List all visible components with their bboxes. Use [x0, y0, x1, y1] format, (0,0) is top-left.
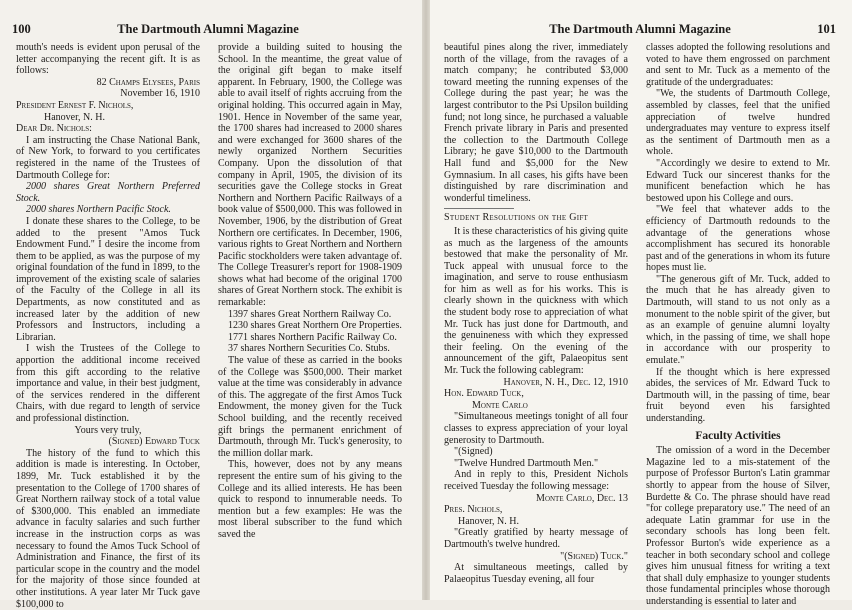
running-title: The Dartmouth Alumni Magazine	[117, 22, 299, 36]
paragraph: I donate these shares to the College, to be added to the present "Amos Tuck Endowment Fund." I desire the income from them to be applied, as was the purpose of my original foundation of the fund in 1899, to the improvement of the existing scale of salaries of the Faculty of the College in all its Departments, as now constituted and as increased later by the addition of new Professors and Instructors, including a Librarian.	[16, 215, 200, 343]
letter-address: 82 Champs Elysees, Paris	[96, 76, 200, 88]
paragraph: At simultaneous meetings, called by Palaeopitus Tuesday evening, all four	[444, 562, 628, 585]
left-column-2	[218, 42, 402, 594]
paragraph: beautiful pines along the river, immediately north of the village, from the ravages of a match company; he contributed $3,000 toward meeting the running expenses of the College during the past year; he was the largest contributor to the Psi Upsilon building fund; not long since, he purchased a valuable French private library in Paris and presented the collection to the Dartmouth College Library; he gave $10,000 to the Dartmouth Hall fund and $5,000 for the New Gymnasium. In all cases, his gifts have been distinguished by rare discrimination and wonderful timeliness.	[444, 42, 628, 204]
paragraph: provide a building suited to housing the School. In the meantime, the great value of the original gift began to make itself apparent. In February, 1900, the College was able to avail itself of rights accruing from the original holding. This occurred again in May, 1901. Hence in November of the same year, the 1700 shares had increased to 2000 shares and were exchanged for 3600 shares of the newly organized Northern Securities Company. Upon the dissolution of that company in April, 1905, the division of its securities gave the College stocks in Great Northern and Northern Pacific Railways of a book value of $500,000. This was followed in November, 1906, by the distribution of Great Northern ore certificates. In December, 1906, various rights to Great Northern and Northern Pacific stockholders were taken advantage of. The College Treasurer's report for 1908-1909 shows what had become of the original 1700 shares of Great Northern stock. The exhibit is remarkable:	[218, 42, 402, 309]
left-page-header	[12, 22, 404, 38]
letter-salutation: Dear Dr. Nichols:	[16, 123, 92, 135]
right-column-1	[444, 42, 628, 594]
left-column-1	[16, 42, 200, 610]
stock-list-item: 1230 shares Great Northern Ore Properties.	[228, 320, 402, 332]
stock-list-item: 1397 shares Great Northern Railway Co.	[228, 308, 392, 320]
paragraph: classes adopted the following resolutions and voted to have them engrossed on parchment and sent to Mr. Tuck as a memento of the gratitude of the undergraduates:	[646, 42, 830, 88]
paragraph: The history of the fund to which this addition is made is interesting. In October, 1899, Mr. Tuck established it by the presentation to the College of 1700 shares of Great Northern railway stock of a total value of $300,000. This enabled an immediate advance in faculty salaries and such further increase in the instruction corps as was necessary to found the Amos Tuck School of Administration and Finance, the first of its particular scope in the country and the model for the majority of those since founded at other institutions. A year later Mr Tuck gave $100,000 to	[16, 447, 200, 610]
paragraph: And in reply to this, President Nichols received Tuesday the following message:	[444, 469, 628, 492]
cable-recipient: Hon. Edward Tuck,	[444, 388, 524, 400]
cable-signed: "(Signed)	[454, 446, 493, 458]
reply-signature: "(Signed) Tuck."	[560, 550, 628, 562]
right-column-2	[646, 42, 830, 607]
stock-item: 2000 shares Great Northern Preferred Stock.	[16, 181, 200, 204]
section-heading-faculty-activities: Faculty Activities	[695, 429, 781, 442]
paragraph: It is these characteristics of his giving quite as much as the largeness of the amounts bestowed that make the personality of Mr. Tuck appeal with unusual force to the imagination, and serve to rouse enthusiasm for him as well as for his works. This is clearly shown in the quickness with which the student body rose to appreciation of what Mr. Tuck has just done for Dartmouth, and the genuineness with which they expressed their feeling. On the evening of the announcement of the gift, Palaeopitus sent Mr. Tuck the following cablegram:	[444, 225, 628, 377]
cable-dateline: Hanover, N. H., Dec. 12, 1910	[503, 376, 628, 388]
letter-recipient-place: Hanover, N. H.	[44, 111, 105, 123]
paragraph: I am instructing the Chase National Bank, of New York, to forward to you certificates registered in the name of the Trustees of Dartmouth College for:	[16, 134, 200, 181]
paragraph: If the thought which is here expressed abides, the services of Mr. Edward Tuck to Dartmouth will, in the passing of time, bear fruit beyond even his farsighted understanding.	[646, 366, 830, 424]
paragraph: The omission of a word in the December Magazine led to a mis-statement of the purpose of Professor Burton's Latin grammar shortly to appear from the house of Silver, Burdette & Co. The phrase should have read "for college preparatory use." The need of an adequate Latin grammar for use in the secondary schools has long been felt. Professor Burton's wide experience as a teacher in both secondary school and college gives him unusual fitness for writing a text that shall duly emphasize to younger students those fundamental principles whose thorough understanding is essential to later and	[646, 445, 830, 607]
resolution-paragraph: "We, the students of Dartmouth College, assembled by classes, feel that the unified appreciation of twelve hundred undergraduates may venture to express itself as the sentiment of Dartmouth men as a whole.	[646, 88, 830, 158]
resolution-paragraph: "We feel that whatever adds to the efficiency of Dartmouth redounds to the advantage of the generations whose accomplishment has secured its honorable past and of the generations in whom its future hopes must lie.	[646, 204, 830, 274]
reply-text: "Greatly gratified by hearty message of Dartmouth's twelve hundred.	[444, 527, 628, 550]
running-title: The Dartmouth Alumni Magazine	[549, 22, 731, 36]
cable-text: "Simultaneous meetings tonight of all four classes to express appreciation of your loyal generosity to Dartmouth.	[444, 411, 628, 446]
left-page	[0, 0, 422, 610]
right-page-header	[444, 22, 836, 38]
letter-date: November 16, 1910	[120, 88, 200, 100]
stock-list-item: 37 shares Northern Securities Co. Stubs.	[228, 343, 390, 355]
section-heading-student-resolutions: Student Resolutions on the Gift	[444, 212, 589, 224]
paragraph: I wish the Trustees of the College to apportion the additional income received from this gift according to the relative importance and value, in their best judgment, of the services rendered in the different Chairs, with due regard to length of service and professional distinction.	[16, 343, 200, 424]
paragraph: The value of these as carried in the books of the College was $500,000. Their market value at the time was considerably in advance of this. The aggregate of the first Amos Tuck Endowment, the money given for the Tuck School building, and the recently received gift brings the permanent enrichment of Dartmouth, through Mr. Tuck's generosity, to the million dollar mark.	[218, 355, 402, 459]
stock-list-item: 1771 shares Northern Pacific Railway Co.	[228, 331, 397, 343]
page-gutter	[422, 0, 430, 600]
section-rule	[444, 208, 514, 209]
page-number: 100	[12, 22, 31, 36]
paragraph: This, however, does not by any means represent the entire sum of his giving to the College and its allied interests. He has been quick to respond to innumerable needs. To mention but a few examples: He was the most liberal subscriber to the fund which saved the	[218, 459, 402, 540]
page-number: 101	[817, 22, 836, 36]
stock-item: 2000 shares Northern Pacific Stock.	[26, 204, 171, 216]
letter-closing: Yours very truly,	[74, 424, 142, 436]
letter-signature: (Signed) Edward Tuck	[108, 436, 200, 448]
letter-recipient: President Ernest F. Nichols,	[16, 99, 134, 111]
resolution-paragraph: "The generous gift of Mr. Tuck, added to the much that he has already given to Dartmouth, will stand to us not only as a monument to the noble spirit of the giver, but as an example of genuine alumni loyalty which, in the passing of time, we shall hope in accordance with our prosperity to emulate."	[646, 273, 830, 367]
reply-recipient: Pres. Nichols,	[444, 504, 503, 516]
cable-signature: "Twelve Hundred Dartmouth Men."	[454, 457, 599, 469]
cable-recipient-place: Monte Carlo	[472, 399, 528, 411]
reply-recipient-place: Hanover, N. H.	[458, 515, 519, 527]
paragraph: mouth's needs is evident upon perusal of the letter accompanying the recent gift. It is as follows:	[16, 42, 200, 77]
resolution-paragraph: "Accordingly we desire to extend to Mr. Edward Tuck our sincerest thanks for the munificent benefaction which he has bestowed upon his College and ours.	[646, 157, 830, 204]
right-page	[430, 0, 852, 607]
reply-dateline: Monte Carlo, Dec. 13	[536, 492, 628, 504]
